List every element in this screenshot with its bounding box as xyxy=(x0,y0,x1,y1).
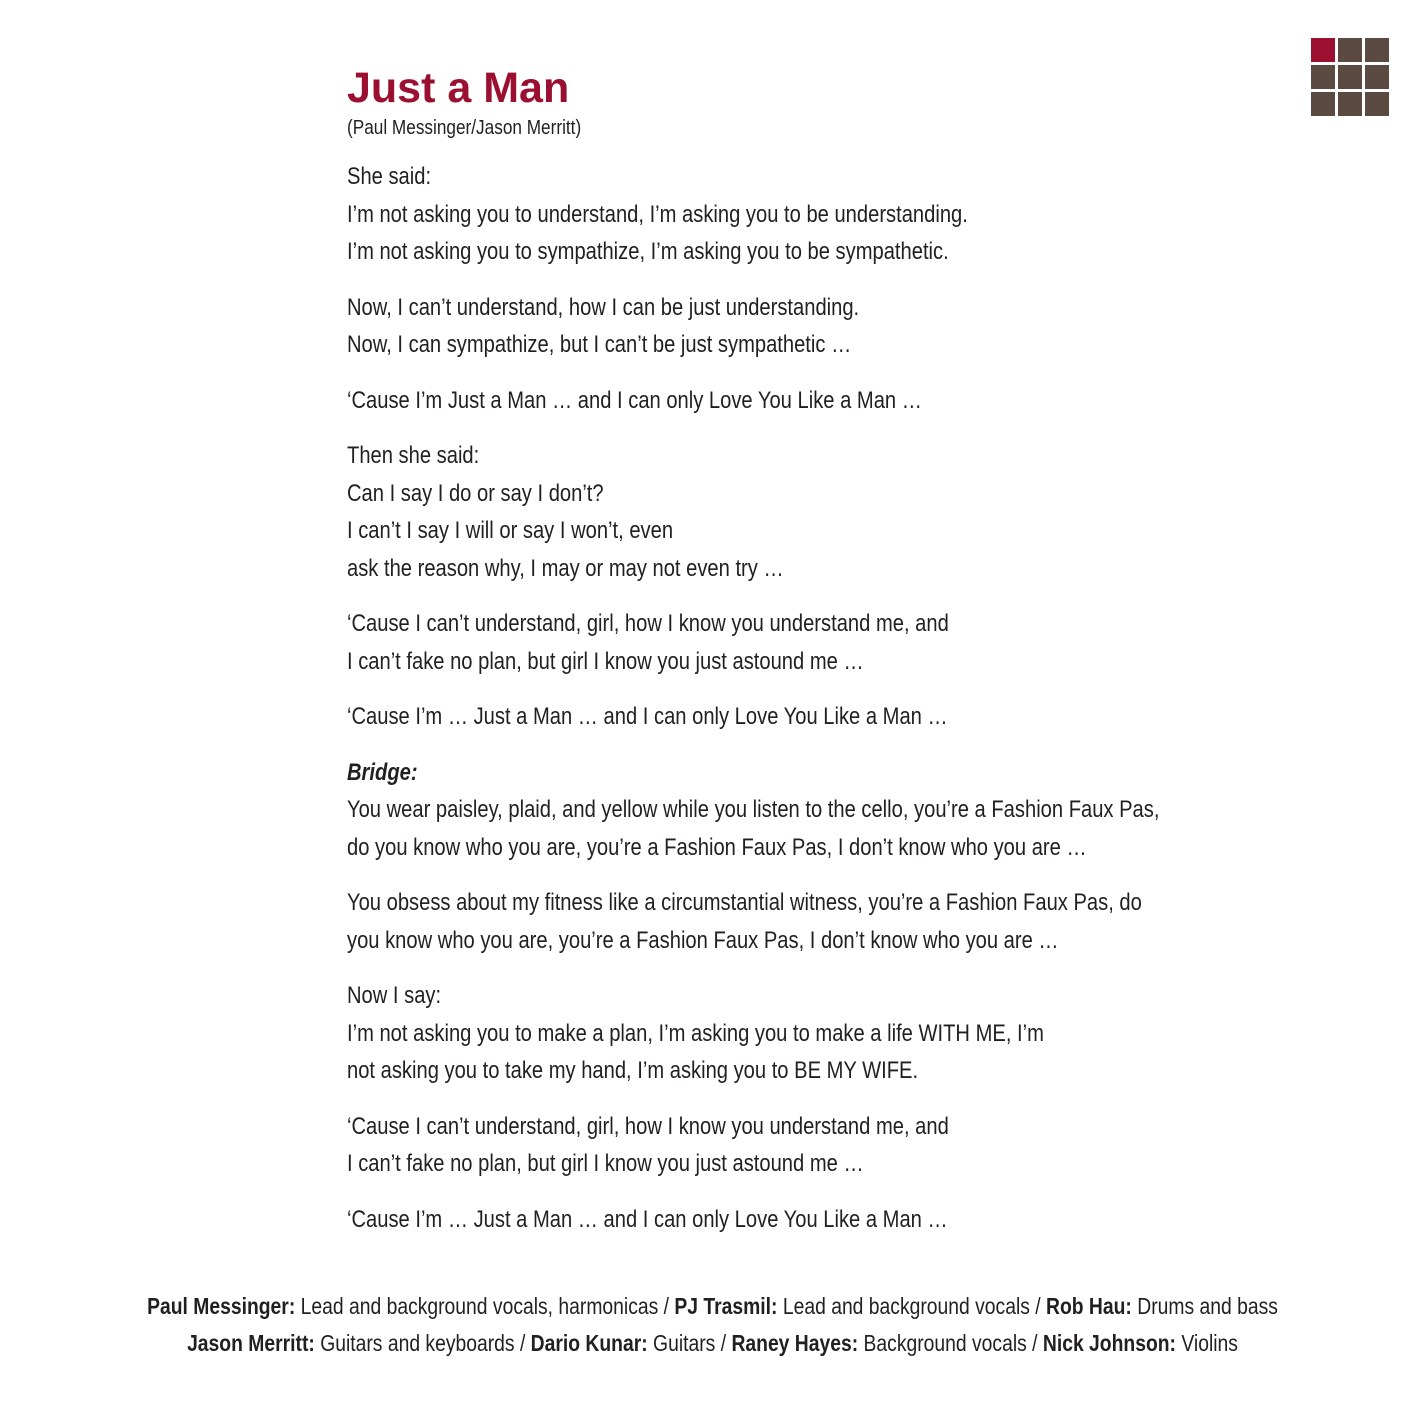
lyric-line: Then she said: xyxy=(347,442,480,469)
lyric-line: Now I say: xyxy=(347,982,442,1009)
lyric-line: You obsess about my fitness like a circumstantial witness, you’re a Fashion Faux Pas, do xyxy=(347,889,1142,916)
lyric-line: ‘Cause I can’t understand, girl, how I know you understand me, and xyxy=(347,610,949,637)
lyrics-stanzas xyxy=(347,158,1347,1238)
musician-name: Dario Kunar: xyxy=(530,1330,648,1356)
stanza xyxy=(347,977,1347,1090)
musician-role: Violins xyxy=(1175,1330,1238,1356)
lyric-line: You wear paisley, plaid, and yellow while you listen to the cello, you’re a Fashion Faux Pas, xyxy=(347,796,1160,823)
musician-name: Rob Hau: xyxy=(1046,1293,1132,1319)
lyric-line: Now, I can’t understand, how I can be just understanding. xyxy=(347,293,860,321)
personnel-line-2 xyxy=(114,1325,1311,1362)
musician-name: PJ Trasmil: xyxy=(674,1293,778,1319)
lyric-line: ‘Cause I can’t understand, girl, how I know you understand me, and xyxy=(347,1112,949,1140)
lyric-line: ‘Cause I’m Just a Man … and I can only Love You Like a Man … xyxy=(347,386,922,414)
musician-name: Raney Hayes: xyxy=(731,1330,859,1356)
musician-role: Lead and background vocals / xyxy=(777,1293,1047,1319)
personnel-line-1 xyxy=(114,1288,1311,1325)
stanza xyxy=(347,437,1347,587)
lyric-line: ‘Cause I’m … Just a Man … and I can only Love You Like a Man … xyxy=(347,703,948,730)
lyric-line: Now, I can sympathize, but I can’t be just sympathetic … xyxy=(347,331,852,358)
lyric-line: not asking you to take my hand, I’m asking you to BE MY WIFE. xyxy=(347,1057,919,1084)
stanza xyxy=(347,754,1347,867)
lyric-line: I’m not asking you to make a plan, I’m asking you to make a life WITH ME, I’m xyxy=(347,1019,1044,1047)
lyric-line: ‘Cause I’m … Just a Man … and I can only Love You Like a Man … xyxy=(347,1205,948,1233)
stanza xyxy=(347,158,1347,271)
musician-role: Guitars and keyboards / xyxy=(314,1330,531,1356)
logo-cell-accent xyxy=(1311,38,1335,62)
musician-role: Lead and background vocals, harmonicas / xyxy=(295,1293,675,1319)
stanza xyxy=(347,605,1347,680)
lyric-line: I’m not asking you to sympathize, I’m asking you to be sympathetic. xyxy=(347,238,949,265)
lyrics-content xyxy=(347,62,1347,1256)
stanza xyxy=(347,884,1347,959)
lyric-line: you know who you are, you’re a Fashion Faux Pas, I don’t know who you are … xyxy=(347,926,1059,954)
stanza xyxy=(347,382,1347,420)
stanza xyxy=(347,289,1347,364)
lyric-line: I can’t fake no plan, but girl I know you just astound me … xyxy=(347,647,864,675)
lyric-line: I can’t fake no plan, but girl I know you just astound me … xyxy=(347,1150,864,1177)
lyric-line: She said: xyxy=(347,163,432,190)
section-label: Bridge: xyxy=(347,758,418,786)
lyric-line: I’m not asking you to understand, I’m asking you to be understanding. xyxy=(347,200,968,228)
songwriter-credits: (Paul Messinger/Jason Merritt) xyxy=(347,117,582,139)
lyric-line: Can I say I do or say I don’t? xyxy=(347,479,604,507)
logo-cell xyxy=(1338,38,1362,62)
personnel-credits xyxy=(0,1288,1425,1362)
musician-role: Background vocals / xyxy=(858,1330,1043,1356)
musician-name: Nick Johnson: xyxy=(1042,1330,1176,1356)
song-title: Just a Man xyxy=(347,64,570,112)
musician-name: Jason Merritt: xyxy=(187,1330,315,1356)
stanza xyxy=(347,1201,1347,1239)
lyric-line: do you know who you are, you’re a Fashion Faux Pas, I don’t know who you are … xyxy=(347,833,1087,861)
lyric-line: I can’t I say I will or say I won’t, even xyxy=(347,517,674,544)
musician-role: Guitars / xyxy=(647,1330,732,1356)
logo-cell xyxy=(1365,65,1389,89)
stanza xyxy=(347,698,1347,736)
musician-name: Paul Messinger: xyxy=(147,1293,296,1319)
logo-cell xyxy=(1365,38,1389,62)
logo-cell xyxy=(1365,92,1389,116)
musician-role: Drums and bass xyxy=(1131,1293,1278,1319)
stanza xyxy=(347,1108,1347,1183)
lyric-line: ask the reason why, I may or may not even try … xyxy=(347,554,784,582)
